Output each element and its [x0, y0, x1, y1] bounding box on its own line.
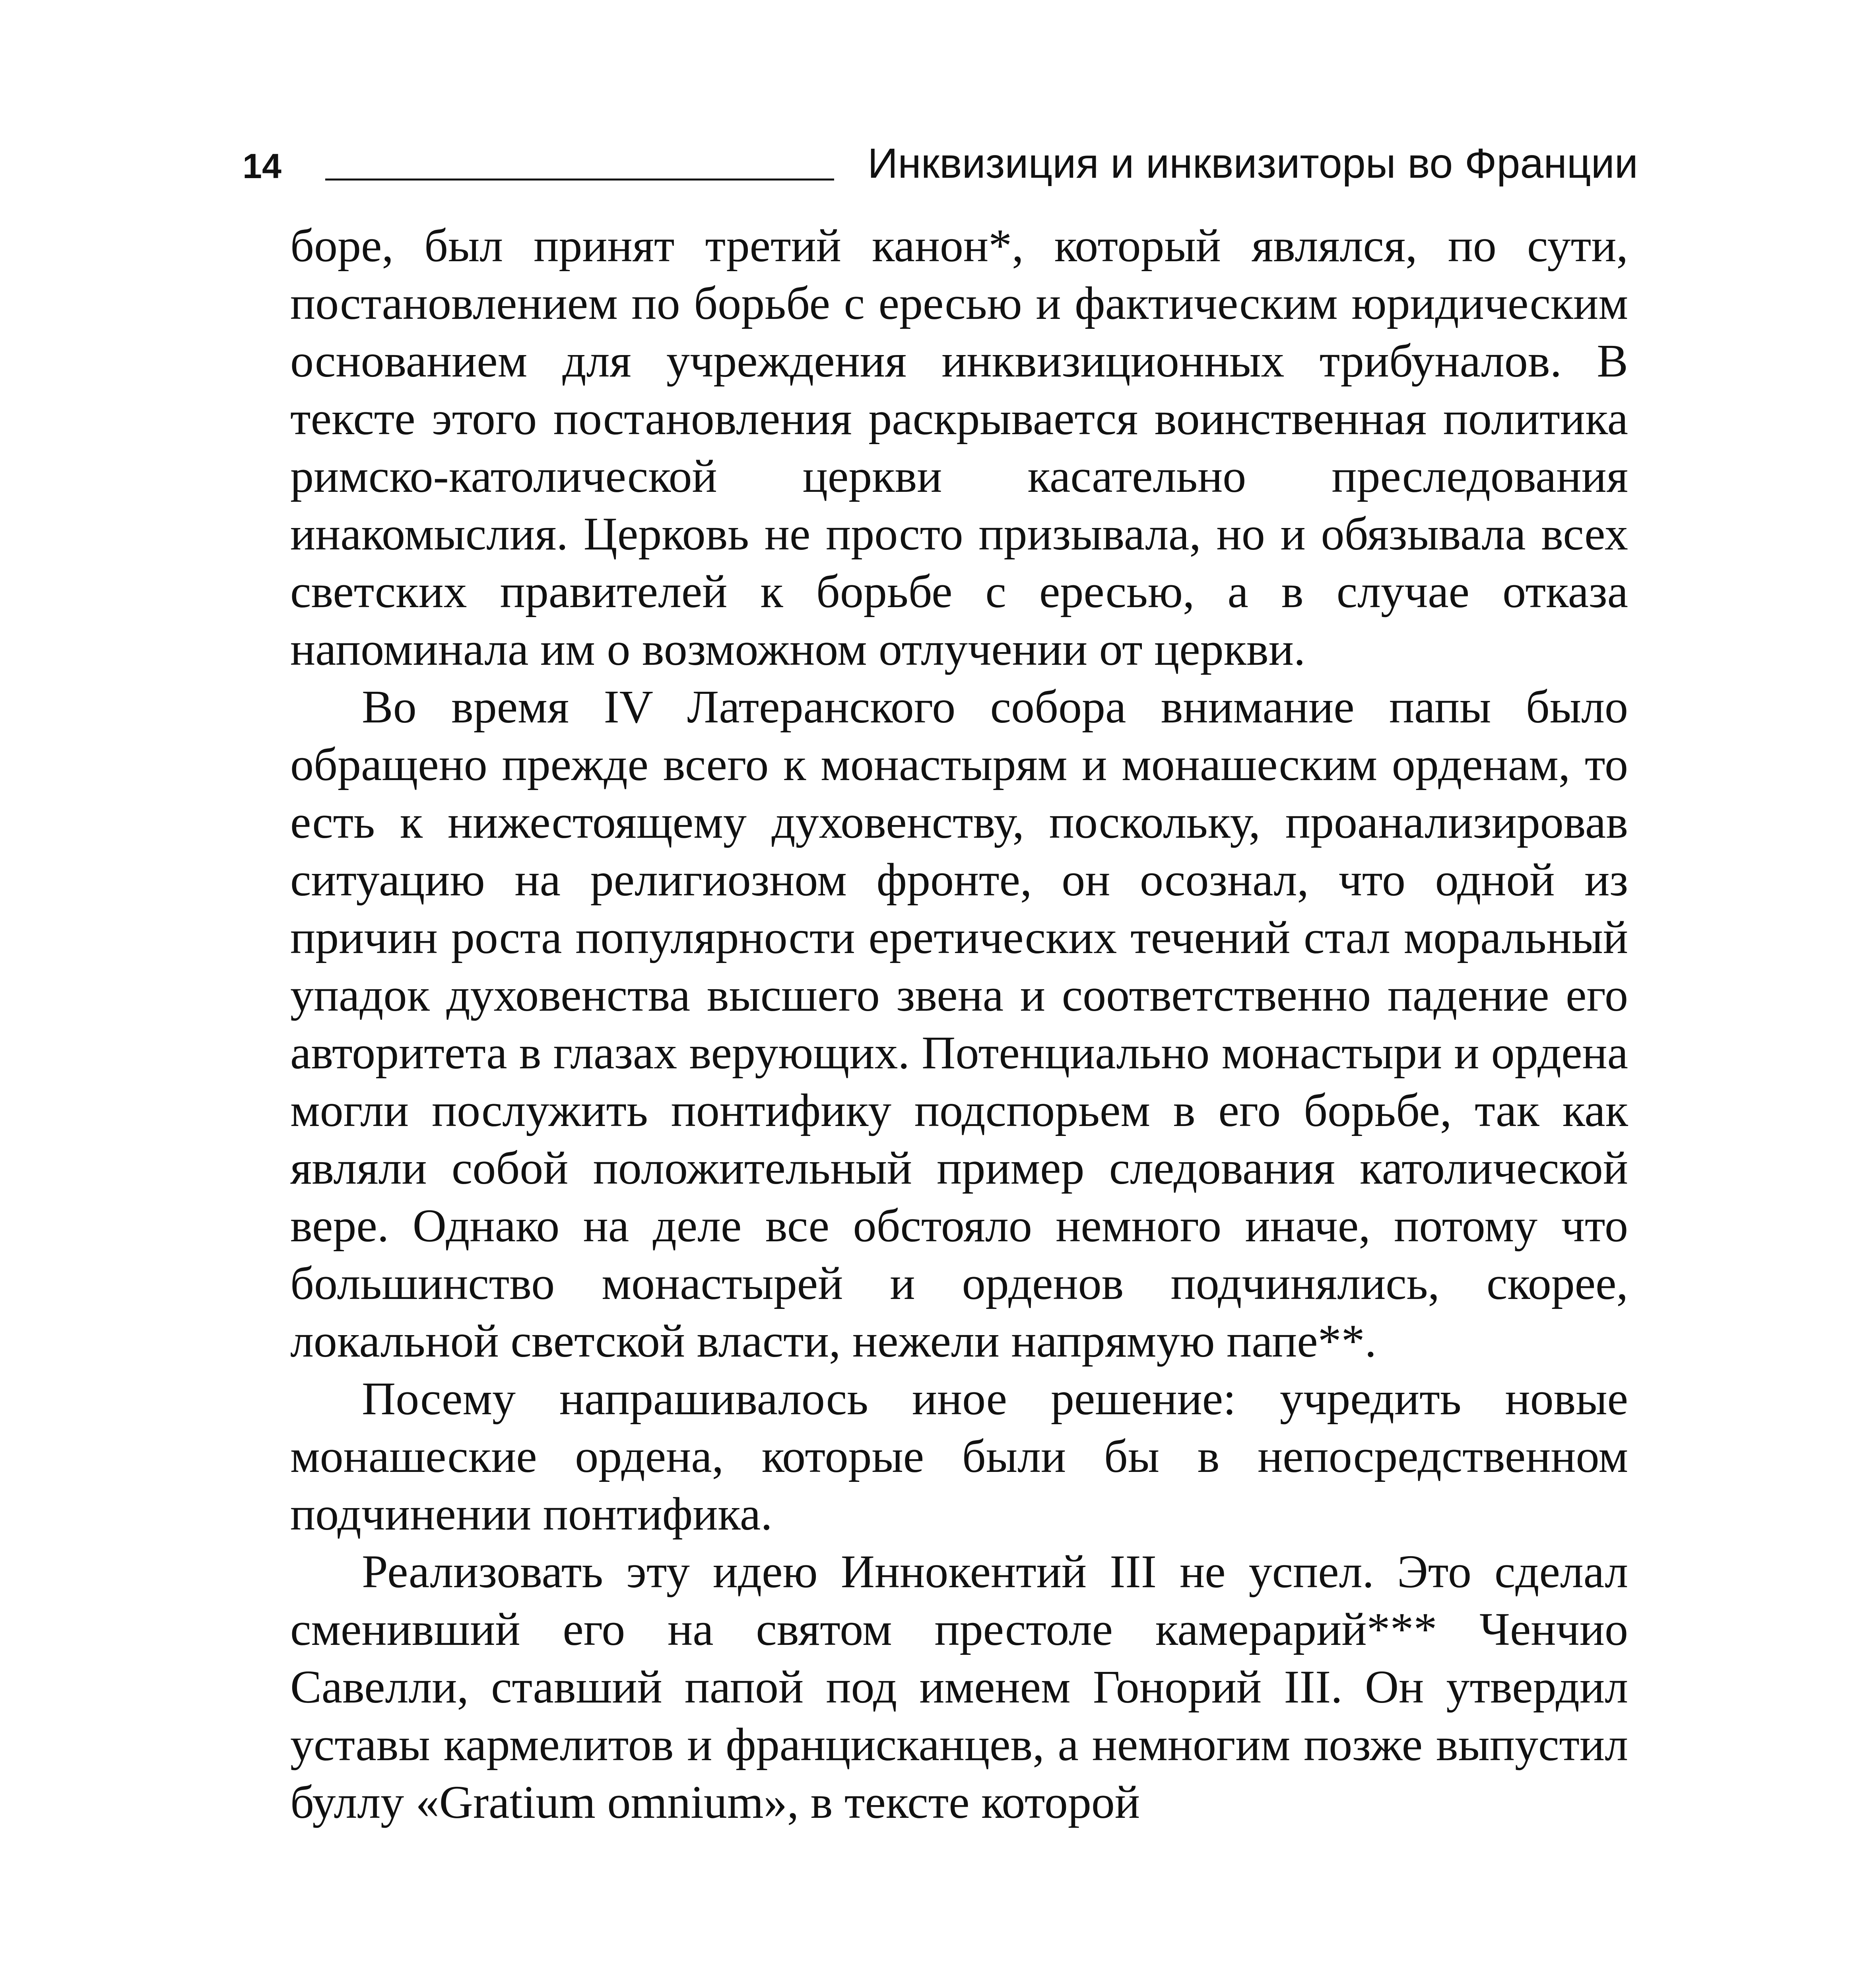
- main-text: [290, 217, 1628, 1831]
- paragraph: Посему напрашивалось иное решение: учредить новые монашеские ордена, которые были бы в непосредственном подчинении понтифика.: [290, 1373, 1628, 1540]
- page-number: 14: [243, 146, 281, 186]
- paragraph: Реализовать эту идею Иннокентий III не успел. Это сделал сменивший его на святом престоле камерарий*** Ченчио Савелли, ставший папой под именем Гонорий III. Он утвердил уставы кармелитов и францисканцев, а немногим позже выпустил буллу «Gratium omnium», в тексте которой: [290, 1545, 1628, 1828]
- header-rule: [325, 179, 834, 181]
- paragraph-continuation: боре, был принят третий канон*, который являлся, по сути, постановлением по борьбе с ересью и фактическим юридическим основанием для учреждения инквизиционных трибуналов. В тексте этого постановления раскрывается воинственная политика римско-католической церкви касательно преследования инакомыслия. Церковь не просто призывала, но и обязывала всех светских правителей к борьбе с ересью, а в случае отказа напоминала им о возможном отлучении от церкви.: [290, 219, 1628, 675]
- paragraph: Во время IV Латеранского собора внимание папы было обращено прежде всего к монастырям и монашеским орденам, то есть к нижестоящему духовенству, поскольку, проанализировав ситуацию на религиозном фронте, он осознал, что одной из причин роста популярности еретических течений стал моральный упадок духовенства высшего звена и соответственно падение его авторитета в глазах верующих. Потенциально монастыри и ордена могли послужить понтифику подспорьем в его борьбе, так как являли собой положительный пример следования католической вере. Однако на деле все обстояло немного иначе, потому что большинство монастырей и орденов подчинялись, скорее, локальной светской власти, нежели напрямую папе**.: [290, 681, 1628, 1367]
- running-header: [243, 131, 1638, 187]
- running-title: Инквизиция и инквизиторы во Франции: [868, 140, 1638, 187]
